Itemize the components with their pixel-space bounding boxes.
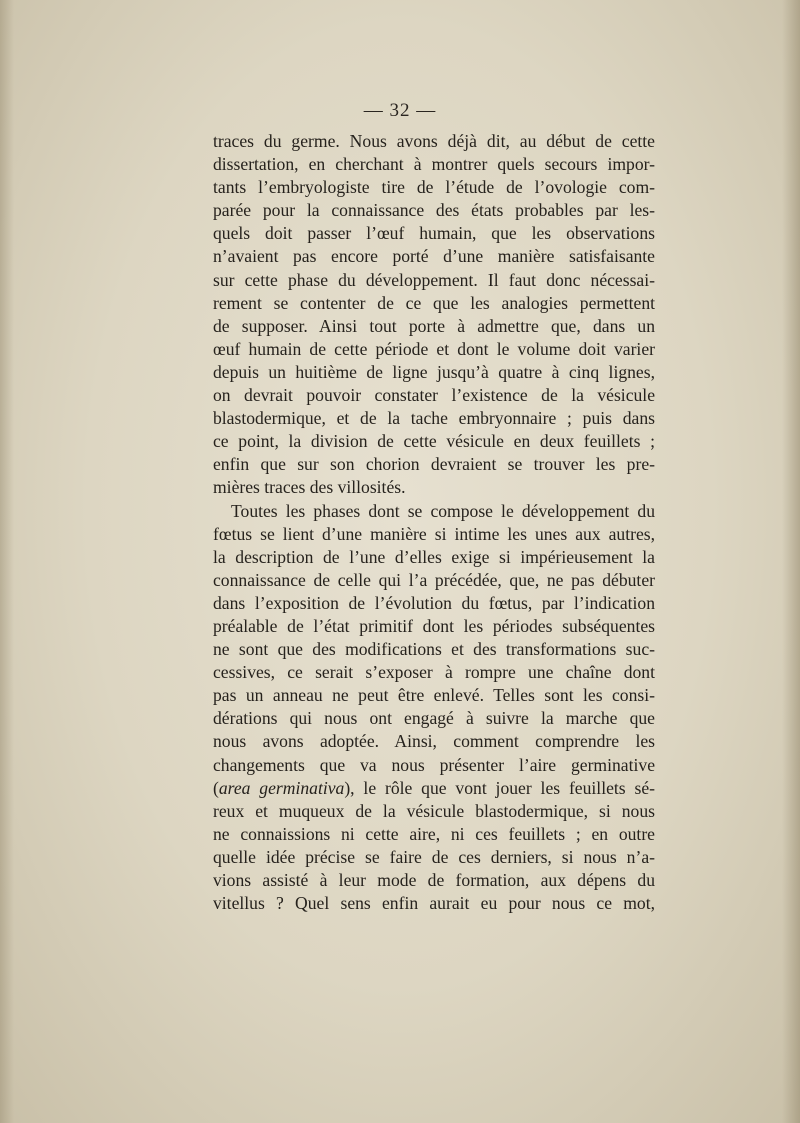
text-line: vitellus ? Quel sens enfin aurait eu pour nous ce mot, xyxy=(213,893,655,914)
text-line: n’avaient pas encore porté d’une manière satisfaisante xyxy=(213,246,655,267)
text-line: parée pour la connaissance des états probables par les- xyxy=(213,200,655,221)
text-line: dissertation, en cherchant à montrer quels secours impor- xyxy=(213,154,655,175)
text-line: sur cette phase du développement. Il faut donc nécessai- xyxy=(213,269,655,290)
text-line: fœtus se lient d’une manière si intime les unes aux autres, xyxy=(213,523,655,544)
text-line: quelle idée précise se faire de ces derniers, si nous n’a- xyxy=(213,846,655,867)
text-line: tants l’embryologiste tire de l’étude de l’ovologie com- xyxy=(213,177,655,198)
text-line: préalable de l’état primitif dont les périodes subséquentes xyxy=(213,615,655,636)
text-line: ce point, la division de cette vésicule en deux feuillets ; xyxy=(213,431,655,452)
text-line: œuf humain de cette période et dont le volume doit varier xyxy=(213,338,655,359)
text-line: pas un anneau ne peut être enlevé. Telles sont les consi- xyxy=(213,685,655,706)
text-line: rement se contenter de ce que les analogies permettent xyxy=(213,292,655,313)
text-line: ne connaissions ni cette aire, ni ces feuillets ; en outre xyxy=(213,823,655,844)
text-line: de supposer. Ainsi tout porte à admettre que, dans un xyxy=(213,315,655,336)
page-number: — 32 — xyxy=(363,100,437,121)
text-line: changements que va nous présenter l’aire germinative xyxy=(213,754,655,775)
text-line: connaissance de celle qui l’a précédée, que, ne pas débuter xyxy=(213,569,655,590)
latin-term: area germinativa xyxy=(218,777,345,798)
text-line: reux et muqueux de la vésicule blastodermique, si nous xyxy=(213,800,655,821)
text-line: dans l’exposition de l’évolution du fœtus, par l’indication xyxy=(213,592,655,613)
text-line: mières traces des villosités. xyxy=(213,477,406,498)
text-line: nous avons adoptée. Ainsi, comment comprendre les xyxy=(213,731,655,752)
text-line-with-italic: (area germinativa), le rôle que vont jouer les feuillets sé- xyxy=(213,777,655,798)
paragraph-2 xyxy=(213,500,655,916)
text-line: cessives, ce serait s’exposer à rompre une chaîne dont xyxy=(213,662,655,683)
page-right-shadow xyxy=(782,0,800,1123)
text-line: dérations qui nous ont engagé à suivre la marche que xyxy=(213,708,655,729)
body-text xyxy=(213,130,655,915)
paragraph-1 xyxy=(213,130,655,500)
text-line: la description de l’une d’elles exige si impérieusement la xyxy=(213,546,655,567)
text-line: traces du germe. Nous avons déjà dit, au début de cette xyxy=(213,131,655,151)
text-line: blastodermique, et de la tache embryonnaire ; puis dans xyxy=(213,408,655,429)
text-line: Toutes les phases dont se compose le développement du xyxy=(231,500,655,521)
text-line: on devrait pouvoir constater l’existence de la vésicule xyxy=(213,385,655,406)
page-left-shadow xyxy=(0,0,14,1123)
text-line: quels doit passer l’œuf humain, que les observations xyxy=(213,223,655,244)
text-line: enfin que sur son chorion devraient se trouver les pre- xyxy=(213,454,655,475)
text-line: vions assisté à leur mode de formation, aux dépens du xyxy=(213,870,655,890)
text-line: ne sont que des modifications et des transformations suc- xyxy=(213,639,655,660)
text-line: depuis un huitième de ligne jusqu’à quatre à cinq lignes, xyxy=(213,361,655,382)
